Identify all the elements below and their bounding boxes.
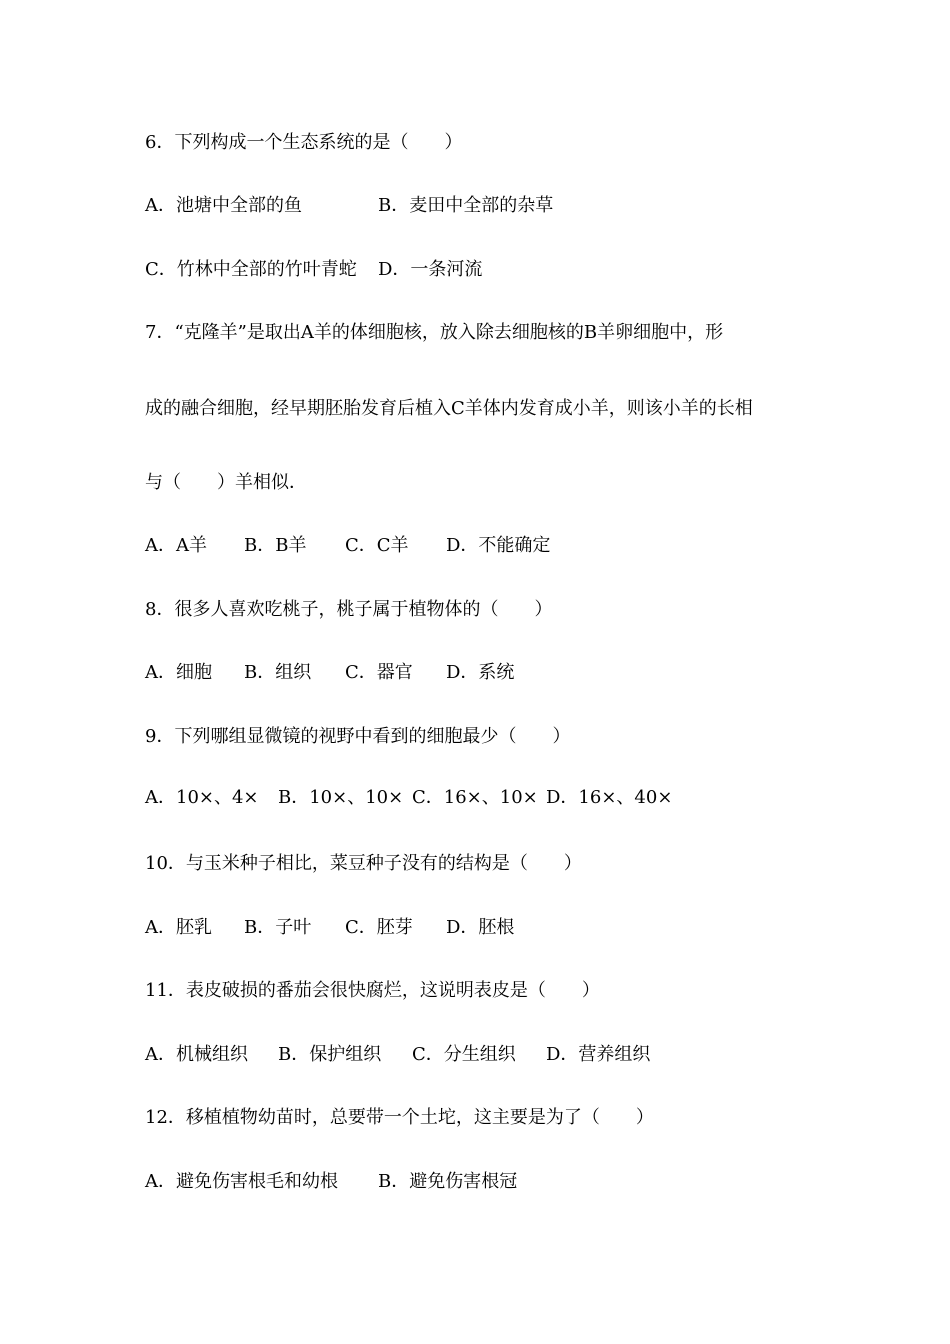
- option-c: C．16×、10×: [412, 787, 538, 808]
- question-8-stem: 8．很多人喜欢吃桃子，桃子属于植物体的（ ）: [145, 599, 553, 620]
- option-b: B．子叶: [244, 917, 312, 938]
- option-b: B．10×、10×: [278, 787, 404, 808]
- option-b: B．麦田中全部的杂草: [378, 195, 554, 216]
- option-c: C．胚芽: [345, 917, 413, 938]
- option-d: D．一条河流: [378, 259, 483, 280]
- option-a: A．避免伤害根毛和幼根: [145, 1171, 338, 1192]
- question-11-stem: 11．表皮破损的番茄会很快腐烂，这说明表皮是（ ）: [145, 980, 600, 1001]
- option-a: A．胚乳: [145, 917, 212, 938]
- option-d: D．营养组织: [546, 1044, 651, 1065]
- option-a: A．10×、4×: [145, 787, 259, 808]
- question-7-stem-line-3: 与（ ）羊相似．: [145, 472, 307, 493]
- option-a: A．池塘中全部的鱼: [145, 195, 302, 216]
- option-b: B．避免伤害根冠: [378, 1171, 518, 1192]
- option-d: D．不能确定: [446, 535, 551, 556]
- question-7-stem-line-1: 7．“克隆羊”是取出A羊的体细胞核，放入除去细胞核的B羊卵细胞中，形: [145, 322, 724, 343]
- option-b: B．B羊: [244, 535, 307, 556]
- question-12-stem: 12．移植植物幼苗时，总要带一个土坨，这主要是为了（ ）: [145, 1107, 654, 1128]
- option-a: A．机械组织: [145, 1044, 248, 1065]
- option-a: A．A羊: [145, 535, 207, 556]
- option-a: A．细胞: [145, 662, 212, 683]
- option-c: C．C羊: [345, 535, 409, 556]
- option-b: B．组织: [244, 662, 312, 683]
- question-6-stem: 6．下列构成一个生态系统的是（ ）: [145, 132, 463, 153]
- option-c: C．竹林中全部的竹叶青蛇: [145, 259, 357, 280]
- question-10-stem: 10．与玉米种子相比，菜豆种子没有的结构是（ ）: [145, 853, 582, 874]
- option-d: D．系统: [446, 662, 515, 683]
- question-9-stem: 9．下列哪组显微镜的视野中看到的细胞最少（ ）: [145, 726, 571, 747]
- option-c: C．器官: [345, 662, 413, 683]
- option-c: C．分生组织: [412, 1044, 516, 1065]
- question-7-stem-line-2: 成的融合细胞，经早期胚胎发育后植入C羊体内发育成小羊，则该小羊的长相: [145, 398, 753, 419]
- option-d: D．胚根: [446, 917, 515, 938]
- option-b: B．保护组织: [278, 1044, 382, 1065]
- option-d: D．16×、40×: [546, 787, 673, 808]
